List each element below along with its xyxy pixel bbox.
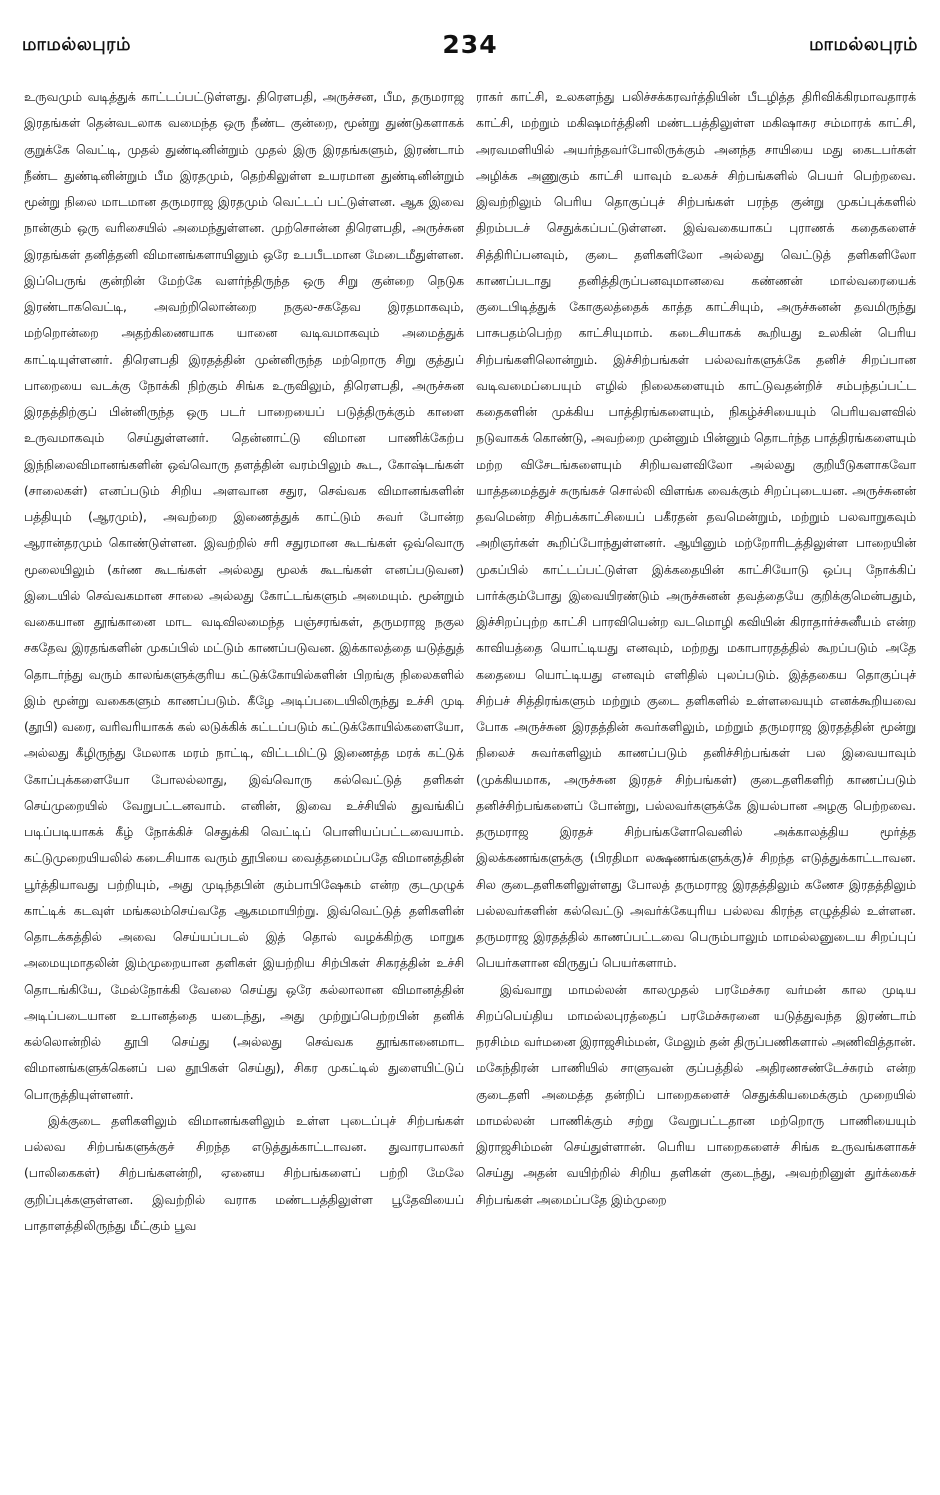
page-header [22,30,918,70]
right-column [476,84,918,1489]
paragraph: ராகர் காட்சி, உலகளந்து பலிச்சக்கரவர்த்தியின் பீடழித்த திரிவிக்கிரமாவதாரக் காட்சி, மற்றும் மகிஷமர்த்தினி மண்டபத்திலுள்ள மகிஷாசுர சம்மாரக் காட்சி, அரவமளியில் அயர்ந்தவர்போலிருக்கும் அனந்த சாயியை மது கைடபர்கள் அழிக்க அணுகும் காட்சி யாவும் உலகச் சிற்பங்களில் பெயர் பெற்றவை. இவற்றிலும் பெரிய தொகுப்புச் சிற்பங்கள் பரந்த குன்று முகப்புக்களில் திறம்படச் செதுக்கப்பட்டுள்ளன. இவ்வகையாகப் புராணக் கதைகளைச் சித்திரிப்பனவும், குடை தளிகளிலோ அல்லது வெட்டுத் தளிகளிலோ காணப்படாது தனித்திருப்பனவுமானவை கண்ணன் மால்வரையைக் குடைபிடித்துக் கோகுலத்தைக் காத்த காட்சியும், அருச்சுனன் தவமிருந்து பாசுபதம்பெற்ற காட்சியுமாம். கடைசியாகக் கூறியது உலகின் பெரிய சிற்பங்களிலொன்றும். இச்சிற்பங்கள் பல்லவர்களுக்கே தனிச் சிறப்பான வடிவமைப்பையும் எழில் நிலைகளையும் காட்டுவதன்றிச் சம்பந்தப்பட்ட கதைகளின் முக்கிய பாத்திரங்களையும், நிகழ்ச்சியையும் பெரியவளவில் நடுவாகக் கொண்டு, அவற்றை முன்னும் பின்னும் தொடர்ந்த பாத்திரங்களையும் மற்ற விசேடங்களையும் சிறியவளவிலோ அல்லது குறியீடுகளாகவோ யாத்தமைத்துச் சுருங்கச் சொல்லி விளங்க வைக்கும் சிறப்புடையன. அருச்சுனன் தவமென்ற சிற்பக்காட்சியைப் பகீரதன் தவமென்றும், மற்றும் பலவாறுகவும் அறிஞர்கள் கூறிப்போந்துள்ளனர். ஆயினும் மற்றோரிடத்திலுள்ள பாறையின் முகப்பில் காட்டப்பட்டுள்ள இக்கதையின் காட்சியோடு ஒப்பு நோக்கிப் பார்க்கும்போது இவையிரண்டும் அருச்சுனன் தவத்தையே குறிக்குமென்பதும், இச்சிறப்புற்ற காட்சி பாரவியென்ற வடமொழி கவியின் கிராதார்ச்சுனீயம் என்ற காவியத்தை யொட்டியது எனவும், மற்றது மகாபாரதத்தில் கூறப்படும் அதே கதையை யொட்டியது எனவும் எளிதில் புலப்படும். இத்தகைய தொகுப்புச் சிற்பச் சித்திரங்களும் மற்றும் குடை தளிகளில் உள்ளவையும் எனக்கூறியவை போக அருச்சுன இரதத்தின் சுவர்களிலும், மற்றும் தருமராஜ இரதத்தின் மூன்று நிலைச் சுவர்களிலும் காணப்படும் தனிச்சிற்பங்கள் பல இவையாவும் (முக்கியமாக, அருச்சுன இரதச் சிற்பங்கள்) குடைதளிகளிற் காணப்படும் தனிச்சிற்பங்களைப் போன்று, பல்லவர்களுக்கே இயல்பான அழகு பெற்றவை. தருமராஜ இரதச் சிற்பங்களோவெனில் அக்காலத்திய மூர்த்த இலக்கணங்களுக்கு (பிரதிமா லக்ஷணங்களுக்கு)ச் சிறந்த எடுத்துக்காட்டாவன. சில குடைதளிகளிலுள்ளது போலத் தருமராஜ இரதத்திலும் கணேச இரதத்திலும் பல்லவர்களின் கல்வெட்டு அவர்க்கேயுரிய பல்லவ கிரந்த எழுத்தில் உள்ளன. தருமராஜ இரதத்தில் காணப்பட்டவை பெரும்பாலும் மாமல்லனுடைய சிறப்புப் பெயர்களான விருதுப் பெயர்களாம். [476,90,916,971]
running-title-left: மாமல்லபுரம் [22,34,131,55]
paragraph: இக்குடை தளிகளிலும் விமானங்களிலும் உள்ள புடைப்புச் சிற்பங்கள் பல்லவ சிற்பங்களுக்குச் சிறந்த எடுத்துக்காட்டாவன. துவாரபாலகர் (பாலிகைகள்) சிற்பங்களன்றி, ஏனைய சிற்பங்களைப் பற்றி மேலே குறிப்புக்களுள்ளன. இவற்றில் வராக மண்டபத்திலுள்ள பூதேவியைப் பாதாளத்திலிருந்து மீட்கும் பூவ [24,1113,464,1233]
left-column [22,84,464,1489]
page-number: 234 [442,30,498,59]
running-title-right: மாமல்லபுரம் [809,34,918,55]
paragraph: இவ்வாறு மாமல்லன் காலமுதல் பரமேச்சுர வர்மன் கால முடிய சிறப்பெய்திய மாமல்லபுரத்தைப் பரமேச்சுரனை யடுத்துவந்த இரண்டாம் நரசிம்ம வர்மனை இராஜசிம்மன், மேலும் தன் திருப்பணிகளால் அணிவித்தான். மகேந்திரன் பாணியில் சாளுவன் குப்பத்தில் அதிரணசண்டேச்சுரம் என்ற குடைதளி அமைத்த தன்றிப் பாறைகளைச் செதுக்கியமைக்கும் முறையில் மாமல்லன் பாணிக்கும் சற்று வேறுபட்டதான மற்றொரு பாணியையும் இராஜசிம்மன் செய்துள்ளான். பெரிய பாறைகளைச் சிங்க உருவங்களாகச் செய்து அதன் வயிற்றில் சிறிய தளிகள் குடைந்து, அவற்றினுள் துர்க்கைச் சிற்பங்கள் அமைப்பதே இம்முறை [476,982,916,1207]
text-columns [22,84,918,1489]
paragraph: உருவமும் வடித்துக் காட்டப்பட்டுள்ளது. திரௌபதி, அருச்சன, பீம, தருமராஜ இரதங்கள் தென்வடலாக வமைந்த ஒரு நீண்ட குன்றை, மூன்று துண்டுகளாகக் குறுக்கே வெட்டி, முதல் துண்டினின்றும் முதல் இரு இரதங்களும், இரண்டாம் நீண்ட துண்டினின்றும் பீம இரதமும், தெற்கிலுள்ள உயரமான துண்டினின்றும் மூன்று நிலை மாடமான தருமராஜ இரதமும் வெட்டப் பட்டுள்ளன. ஆக இவை நான்கும் ஒரு வரிசையில் அமைந்துள்ளன. முற்சொன்ன திரௌபதி, அருச்சுன இரதங்கள் தனித்தனி விமானங்களாயினும் ஒரே உபபீடமான மேடைமீதுள்ளன. இப்பெருங் குன்றின் மேற்கே வளர்ந்திருந்த ஒரு சிறு குன்றை நெடுக இரண்டாகவெட்டி, அவற்றிலொன்றை நகுல-சகதேவ இரதமாகவும், மற்றொன்றை அதற்கிணையாக யானை வடிவமாகவும் அமைத்துக் காட்டியுள்ளனர். திரௌபதி இரதத்தின் முன்னிருந்த மற்றொரு சிறு குத்துப் பாறையை வடக்கு நோக்கி நிற்கும் சிங்க உருவிலும், திரௌபதி, அருச்சுன இரதத்திற்குப் பின்னிருந்த ஒரு படர் பாறையைப் படுத்திருக்கும் காளை உருவமாகவும் செய்துள்ளனர். தென்னாட்டு விமான பாணிக்கேற்ப இந்நிலைவிமானங்களின் ஒவ்வொரு தளத்தின் வரம்பிலும் கூட, கோஷ்டங்கள் (சாலைகள்) எனப்படும் சிறிய அளவான சதுர, செவ்வக விமானங்களின் பத்தியும் (ஆரமும்), அவற்றை இணைத்துக் காட்டும் சுவர் போன்ற ஆரான்தரமும் கொண்டுள்ளன. இவற்றில் சரி சதுரமான கூடங்கள் ஒவ்வொரு மூலையிலும் (கர்ண கூடங்கள் அல்லது மூலக் கூடங்கள் எனப்படுவன) இடையில் செவ்வகமான சாலை அல்லது கோட்டங்களும் அமையும். மூன்றும் வகையான தூங்கானை மாட வடிவிலமைந்த பஞ்சரங்கள், தருமராஜ நகுல சகதேவ இரதங்களின் முகப்பில் மட்டும் காணப்படுவன. இக்காலத்தை யடுத்துத் தொடர்ந்து வரும் காலங்களுக்குரிய கட்டுக்கோயில்களின் பிறங்கு நிலைகளில் இம் மூன்று வகைகளும் காணப்படும். கீழே அடிப்படையிலிருந்து உச்சி முடி (தூபி) வரை, வரிவரியாகக் கல் லடுக்கிக் கட்டப்படும் கட்டுக்கோயில்களையோ, அல்லது கீழிருந்து மேலாக மரம் நாட்டி, விட்டமிட்டு இணைத்த மரக் கட்டுக் கோப்புக்களையோ போலல்லாது, இவ்வொரு கல்வெட்டுத் தளிகள் செய்முறையில் வேறுபட்டனவாம். எனின், இவை உச்சியில் துவங்கிப் படிப்படியாகக் கீழ் நோக்கிச் செதுக்கி வெட்டிப் பொளியப்பட்டவையாம். கட்டுமுறையியலில் கடைசியாக வரும் தூபியை வைத்தமைப்பதே விமானத்தின் பூர்த்தியாவது பற்றியும், அது முடிந்தபின் கும்பாபிஷேகம் என்ற குடமுழுக் காட்டிக் கடவுள் மங்கலம்செய்வதே ஆகமமாயிற்று. இவ்வெட்டுத் தளிகளின் தொடக்கத்தில் அவை செய்யப்படல் இத் தொல் வழக்கிற்கு மாறுக அமையுமாதலின் இம்முறையான தளிகள் இயற்றிய சிற்பிகள் சிகரத்தின் உச்சி தொடங்கியே, மேல்நோக்கி வேலை செய்து ஒரே கல்லாலான விமானத்தின் அடிப்படையான உபானத்தை யடைந்து, அது முற்றுப்பெற்றபின் தனிக் கல்லொன்றில் தூபி செய்து (அல்லது செவ்வக தூங்கானைமாட விமானங்களுக்கெனப் பல தூபிகள் செய்து), சிகர முகட்டில் துளையிட்டுப் பொருத்தியுள்ளனர். [24,90,464,1102]
